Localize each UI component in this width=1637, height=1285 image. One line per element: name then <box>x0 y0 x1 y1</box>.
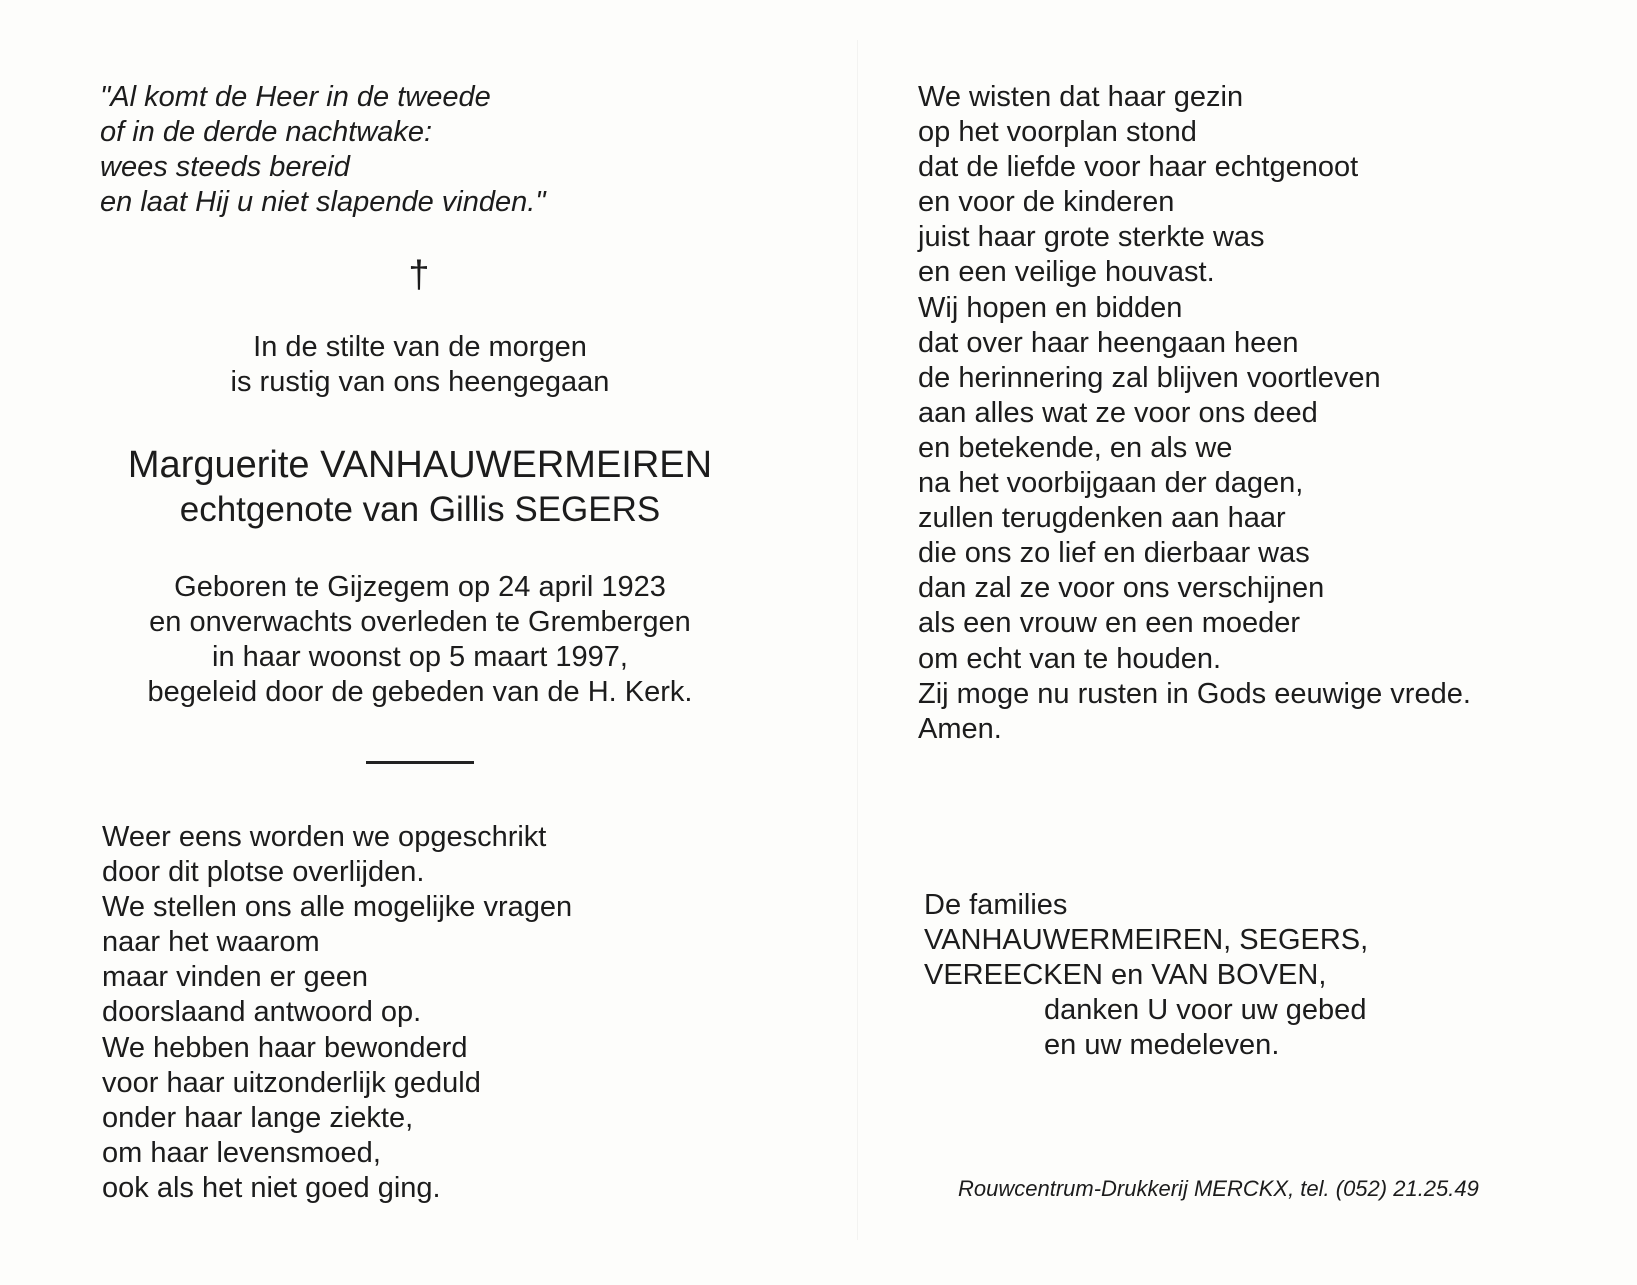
poem-line: Wij hopen en bidden <box>918 291 1183 324</box>
poem-line: en een veilige houvast. <box>918 256 1215 289</box>
poem-line: op het voorplan stond <box>918 116 1197 149</box>
poem-line: en betekende, en als we <box>918 431 1233 464</box>
intro-line: is rustig van ons heengegaan <box>230 366 610 398</box>
left-poem <box>102 820 572 1206</box>
thanks-line: danken U voor uw gebed <box>1044 994 1367 1026</box>
poem-line: om echt van te houden. <box>918 642 1222 675</box>
poem-line: de herinnering zal blijven voortleven <box>918 361 1381 394</box>
families-line: De families <box>924 889 1068 921</box>
poem-line: na het voorbijgaan der dagen, <box>918 467 1304 500</box>
date-line: in haar woonst op 5 maart 1997, <box>212 641 628 673</box>
poem-line: naar het waarom <box>102 926 320 959</box>
poem-line: dat de liefde voor haar echtgenoot <box>918 151 1359 184</box>
poem-line: doorslaand antwoord op. <box>102 996 422 1029</box>
poem-line: Zij moge nu rusten in Gods eeuwige vrede. <box>918 677 1471 710</box>
printer-credit: Rouwcentrum-Drukkerij MERCKX, tel. (052) 21.25.49 <box>958 1176 1479 1201</box>
poem-line: en voor de kinderen <box>918 186 1175 219</box>
poem-line: aan alles wat ze voor ons deed <box>918 396 1318 429</box>
poem-line: onder haar lange ziekte, <box>102 1101 414 1134</box>
quote-line: of in de derde nachtwake: <box>100 116 433 148</box>
thanks-line: en uw medeleven. <box>1044 1029 1280 1061</box>
poem-line: zullen terugdenken aan haar <box>918 502 1286 535</box>
deceased-name: Marguerite VANHAUWERMEIREN <box>127 444 713 486</box>
poem-line: dan zal ze voor ons verschijnen <box>918 572 1325 605</box>
bible-quote <box>100 80 546 220</box>
intro-text <box>100 330 740 400</box>
families-thanks <box>924 888 1368 1063</box>
poem-line: juist haar grote sterkte was <box>918 221 1265 254</box>
fold-line <box>857 40 858 1240</box>
poem-line: dat over haar heengaan heen <box>918 326 1299 359</box>
poem-line: Amen. <box>918 712 1002 745</box>
families-line: VEREECKEN en VAN BOVEN, <box>924 959 1327 991</box>
quote-line: en laat Hij u niet slapende vinden." <box>100 186 546 218</box>
poem-line: Weer eens worden we opgeschrikt <box>102 821 547 853</box>
poem-line: door dit plotse overlijden. <box>102 856 425 889</box>
quote-line: "Al komt de Heer in de tweede <box>100 81 491 113</box>
poem-line: We hebben haar bewonderd <box>102 1031 468 1064</box>
spouse-line: echtgenote van Gillis SEGERS <box>179 490 661 529</box>
date-line: begeleid door de gebeden van de H. Kerk. <box>147 676 693 708</box>
quote-line: wees steeds bereid <box>100 151 350 183</box>
birth-death-details <box>100 570 740 710</box>
cross-icon: † <box>408 254 430 296</box>
poem-line: We wisten dat haar gezin <box>918 81 1244 113</box>
poem-line: maar vinden er geen <box>102 961 368 994</box>
date-line: en onverwachts overleden te Grembergen <box>149 606 691 638</box>
right-poem <box>918 80 1471 747</box>
poem-line: om haar levensmoed, <box>102 1136 381 1169</box>
intro-line: In de stilte van de morgen <box>253 331 587 363</box>
poem-line: voor haar uitzonderlijk geduld <box>102 1066 481 1099</box>
date-line: Geboren te Gijzegem op 24 april 1923 <box>174 571 666 603</box>
families-line: VANHAUWERMEIREN, SEGERS, <box>924 924 1369 956</box>
poem-line: ook als het niet goed ging. <box>102 1171 441 1204</box>
poem-line: die ons zo lief en dierbaar was <box>918 537 1310 570</box>
divider-rule <box>366 761 474 764</box>
poem-line: We stellen ons alle mogelijke vragen <box>102 891 573 924</box>
poem-line: als een vrouw en een moeder <box>918 607 1301 640</box>
